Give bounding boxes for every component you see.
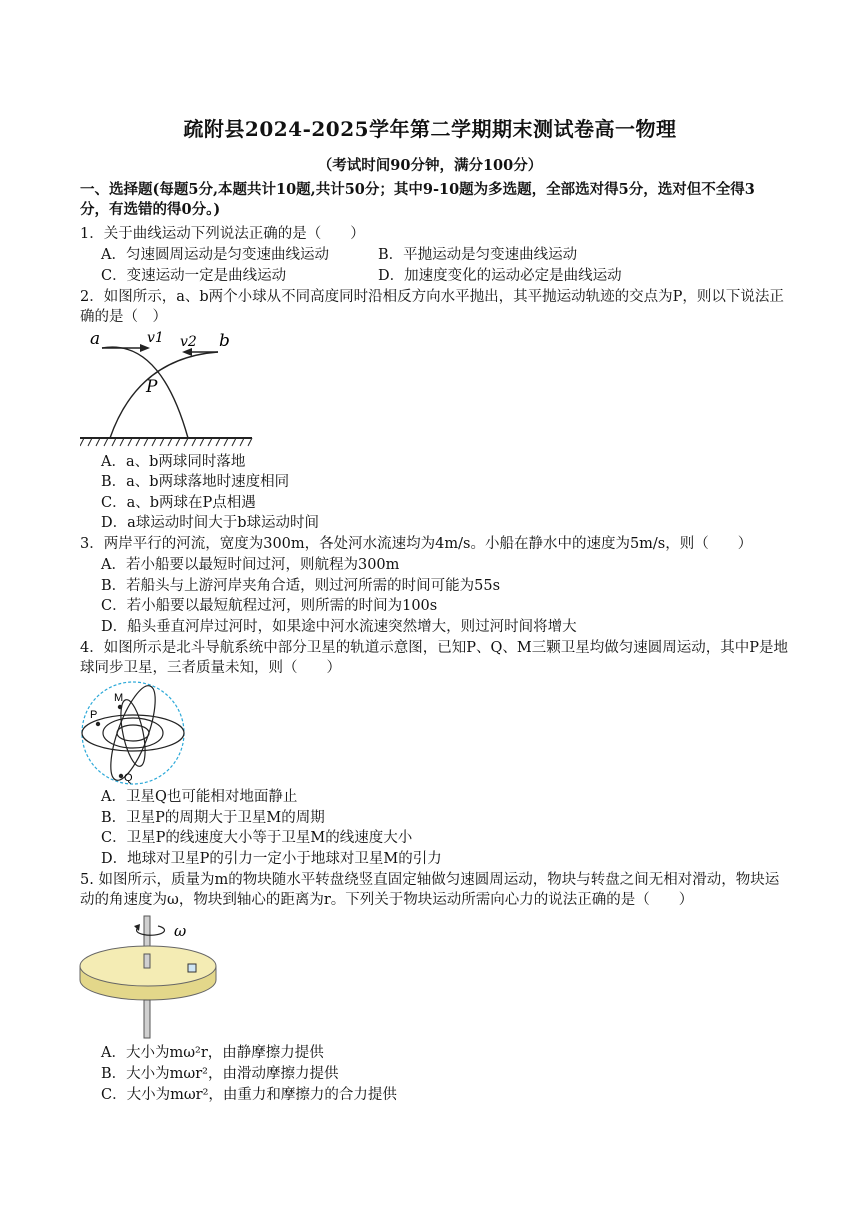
q2-option-d: D．a球运动时间大于b球运动时间 <box>101 515 320 531</box>
q5-option-b: B．大小为mωr²，由滑动摩擦力提供 <box>101 1066 339 1082</box>
q3-option-a: A．若小船要以最短时间过河，则航程为300m <box>101 557 400 573</box>
q2-label-b: b <box>219 331 230 351</box>
q2-label-v2: v2 <box>180 334 197 350</box>
q3-option-d: D．船头垂直河岸过河时，如果途中河水流速突然增大，则过河时间将增大 <box>101 619 577 635</box>
q2-stem: 2．如图所示，a、b两个小球从不同高度同时沿相反方向水平抛出，其平抛运动轨迹的交点为P，则以下说法正确的是（ ） <box>80 289 784 325</box>
exam-subtitle: （考试时间90分钟，满分100分） <box>317 157 543 174</box>
q5-label-omega: ω <box>174 922 187 940</box>
q4-label-p: P <box>90 709 98 721</box>
q4-option-b: B．卫星P的周期大于卫星M的周期 <box>101 810 325 826</box>
q2-label-a: a <box>90 329 101 349</box>
q4-label-m: M <box>114 692 124 704</box>
q2-label-p: P <box>146 377 158 397</box>
q2-trajectory-figure <box>80 328 256 452</box>
q2-option-b: B．a、b两球落地时速度相同 <box>101 474 290 490</box>
q1-stem: 1．关于曲线运动下列说法正确的是（ ） <box>80 226 365 242</box>
q4-option-a: A．卫星Q也可能相对地面静止 <box>101 789 298 805</box>
q3-option-c: C．若小船要以最短航程过河，则所需的时间为100s <box>101 598 438 614</box>
q3-stem: 3．两岸平行的河流，宽度为300m，各处河水流速均为4m/s。小船在静水中的速度为5m/s，则（ ） <box>80 536 753 552</box>
q2-option-c: C．a、b两球在P点相遇 <box>101 495 256 511</box>
q1-option-d: D．加速度变化的运动必定是曲线运动 <box>378 268 622 284</box>
q3-option-b: B．若船头与上游河岸夹角合适，则过河所需的时间可能为55s <box>101 578 501 594</box>
q4-option-d: D．地球对卫星P的引力一定小于地球对卫星M的引力 <box>101 851 442 867</box>
q1-option-a: A．匀速圆周运动是匀变速曲线运动 <box>101 247 329 263</box>
q2-option-a: A．a、b两球同时落地 <box>101 454 246 470</box>
q5-option-a: A．大小为mω²r，由静摩擦力提供 <box>101 1045 324 1061</box>
q2-label-v1: v1 <box>147 330 164 346</box>
section-heading: 一、选择题(每题5分,本题共计10题,共计50分；其中9-10题为多选题，全部选对得5分，选对但不全得3分，有选错的得0分。) <box>80 181 755 218</box>
exam-title: 疏附县2024-2025学年第二学期期末测试卷高一物理 <box>183 117 677 141</box>
q4-stem: 4．如图所示是北斗导航系统中部分卫星的轨道示意图，已知P、Q、M三颗卫星均做匀速圆周运动，其中P是地球同步卫星，三者质量未知，则（ ） <box>80 640 788 676</box>
q4-orbit-figure <box>80 680 188 786</box>
q5-turntable-figure <box>78 914 220 1040</box>
q5-option-c: C．大小为mωr²，由重力和摩擦力的合力提供 <box>101 1087 397 1103</box>
q4-label-q: Q <box>124 772 133 784</box>
q4-option-c: C．卫星P的线速度大小等于卫星M的线速度大小 <box>101 830 413 846</box>
q1-option-c: C．变速运动一定是曲线运动 <box>101 268 287 284</box>
q5-stem: 5. 如图所示，质量为m的物块随水平转盘绕竖直固定轴做匀速圆周运动，物块与转盘之间无相对滑动，物块运动的角速度为ω，物块到轴心的距离为r。下列关于物块运动所需向心力的说法正确的是（ ） <box>80 872 780 908</box>
q1-option-b: B．平抛运动是匀变速曲线运动 <box>378 247 578 263</box>
